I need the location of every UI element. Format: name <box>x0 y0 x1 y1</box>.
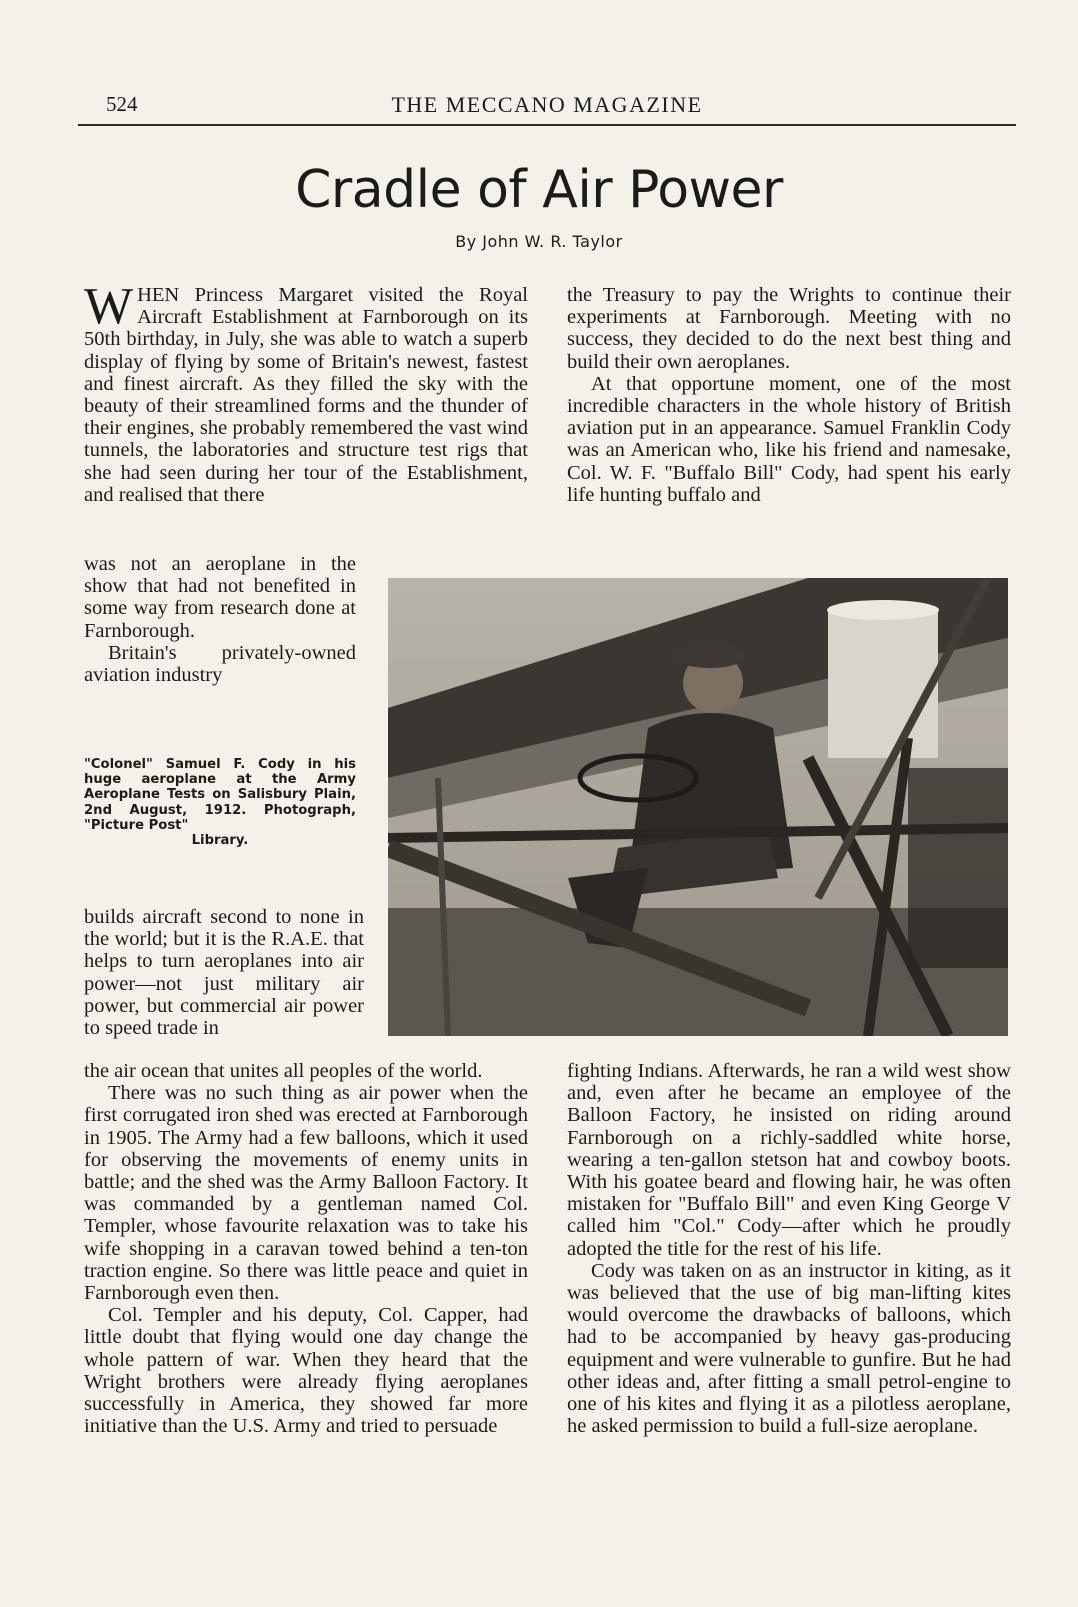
photo-caption <box>84 757 356 848</box>
paragraph-continued: fighting Indians. Afterwards, he ran a wild west show and, even after he became an employee of the Balloon Factory, he insisted on riding around Farnborough on a richly-saddled white horse, wearing a ten-gallon stetson hat and cowboy boots. With his goatee beard and flowing hair, he was often mistaken for "Buffalo Bill" and even King George V called him "Col." Cody—after which he proudly adopted the title for the rest of his life. <box>567 1060 1011 1260</box>
page-number: 524 <box>106 92 138 116</box>
cody-aeroplane-photo <box>388 578 1008 1036</box>
paragraph-continued: was not an aeroplane in the show that had not benefited in some way from research done at Farnborough. <box>84 553 356 642</box>
caption-text: "Colonel" Samuel F. Cody in his huge aeroplane at the Army Aeroplane Tests on Salisbury Plain, 2nd August, 1912. Photograph, "Picture Post" <box>84 757 356 833</box>
header-rule <box>78 124 1016 126</box>
paragraph: At that opportune moment, one of the most incredible characters in the whole history of British aviation put in an appearance. Samuel Franklin Cody was an American who, like his friend and namesake, Col. W. F. "Buffalo Bill" Cody, had spent his early life hunting buffalo and <box>567 372 1011 506</box>
paragraph: Britain's privately-owned aviation industry <box>84 641 356 687</box>
left-column-narrow-lower <box>84 906 364 1039</box>
paragraph: Col. Templer and his deputy, Col. Capper, had little doubt that flying would one day change the whole pattern of war. When they heard that the Wright brothers were already flying aeroplanes successfully in America, they showed far more initiative than the U.S. Army and tried to persuade <box>84 1304 528 1438</box>
right-column-bottom <box>567 1060 1011 1437</box>
paragraph-continued: builds aircraft second to none in the world; but it is the R.A.E. that helps to turn aeroplanes into air power—not just military air power, but commercial air power to speed trade in <box>84 906 364 1040</box>
left-column-bottom <box>84 1060 528 1437</box>
article-title: Cradle of Air Power <box>295 160 783 220</box>
byline: By John W. R. Taylor <box>455 232 623 251</box>
caption-text-end: Library. <box>191 833 249 849</box>
magazine-title: THE MECCANO MAGAZINE <box>391 92 703 117</box>
paragraph: There was no such thing as air power when the first corrugated iron shed was erected at Farnborough in 1905. The Army had a few balloons, which it used for observing the movements of enemy units in battle; and the shed was the Army Balloon Factory. It was commanded by a gentleman named Col. Templer, whose favourite relaxation was to take his wife shopping in a caravan towed behind a ten-ton traction engine. So there was little peace and quiet in Farnborough even then. <box>84 1082 528 1305</box>
drop-cap: W <box>84 278 134 335</box>
right-column-top <box>567 284 1011 506</box>
paragraph-continued: the air ocean that unites all peoples of the world. <box>84 1060 483 1082</box>
paragraph-continued: the Treasury to pay the Wrights to continue their experiments at Farnborough. Meeting with no success, they decided to do the next best thing and build their own aeroplanes. <box>567 284 1011 373</box>
opening-text: HEN Princess Margaret visited the Royal Aircraft Establishment at Farnborough on its 50th birthday, in July, she was able to watch a superb display of flying by some of Britain's newest, fastest and finest aircraft. As they filled the sky with the beauty of their streamlined forms and the thunder of their engines, she probably remembered the vast wind tunnels, the laboratories and structure test rigs that she had seen during her tour of the Establishment, and realised that there <box>84 284 528 506</box>
photo-illustration <box>388 578 1008 1036</box>
left-column-narrow <box>84 553 356 686</box>
running-head <box>78 88 1016 128</box>
paragraph: Cody was taken on as an instructor in kiting, as it was believed that the use of big man-lifting kites would overcome the drawbacks of balloons, which had to be accompanied by heavy gas-producing equipment and were vulnerable to gunfire. But he had other ideas and, after fitting a small petrol-engine to one of his kites and flying it as a pilotless aeroplane, he asked permission to build a full-size aeroplane. <box>567 1259 1011 1438</box>
left-column-top <box>84 278 528 506</box>
opening-paragraph <box>84 278 528 506</box>
